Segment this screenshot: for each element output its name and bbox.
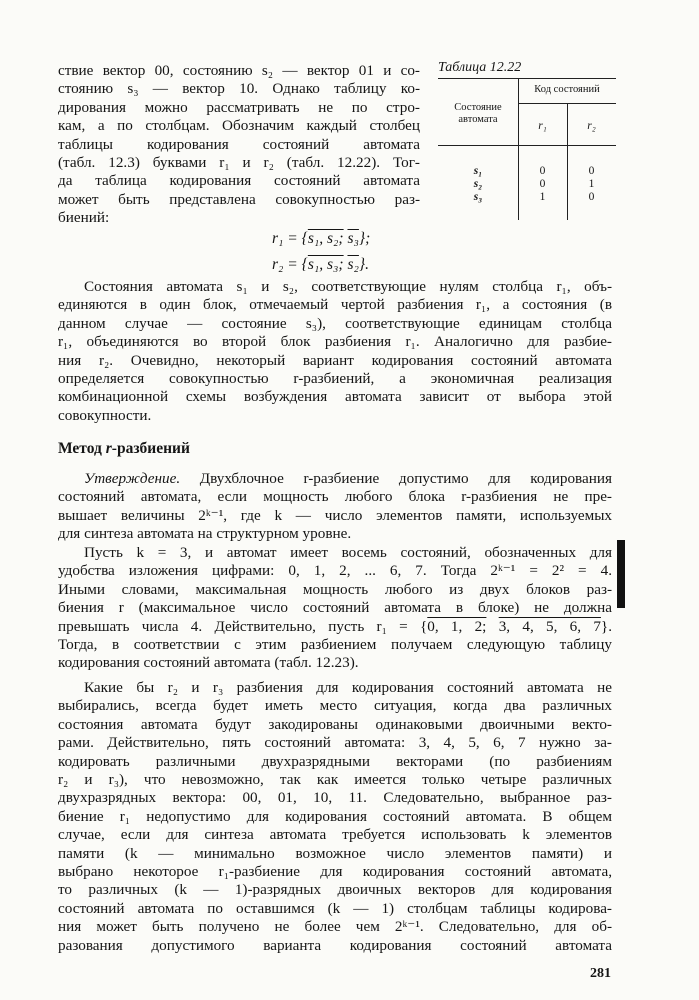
assertion-label: Утверждение. xyxy=(84,470,181,487)
text-line: кодировать различными двухразрядными векторами (по разбиениям xyxy=(58,752,612,770)
code-table xyxy=(438,78,616,220)
table-rule-header-bottom xyxy=(438,145,616,146)
text-line: памяти (k — минимально возможное число элементов памяти) и xyxy=(58,844,612,862)
formula-block: s₂ xyxy=(347,256,359,273)
assertion-paragraph xyxy=(58,470,612,544)
text-line xyxy=(58,470,612,488)
table-col-r2: r₂ xyxy=(587,120,596,132)
formula-block: s₁, s₂; xyxy=(307,230,344,247)
section-heading xyxy=(58,440,190,458)
text-line: то различных (k — 1)-разрядных двоичных векторов для кодирования xyxy=(58,881,612,899)
text-line: удобства изложения цифрами: 0, 1, 2, ... 6, 7. Тогда 2ᵏ⁻¹ = 2² = 4. xyxy=(58,562,612,580)
formula-block: s₁, s₃; xyxy=(307,256,344,273)
formula-end: }. xyxy=(358,256,369,273)
r2r3-paragraph xyxy=(58,679,612,955)
text-line: кодирования состояний автомата (табл. 12.23). xyxy=(58,654,359,672)
text-line: дирования можно рассматривать не по стро- xyxy=(58,98,420,116)
text-line: да таблица кодирования состояний автомата xyxy=(58,172,420,190)
states-paragraph xyxy=(58,278,612,425)
text-line: Тогда, в соответствии с этим разбиением получаем следующую таблицу xyxy=(58,636,612,654)
formula-block: 3, 4, 5, 6, 7 xyxy=(498,617,601,635)
text-line: единяются в один блок, отмечаемый чертой разбиения r₁, а состояния (в xyxy=(58,296,612,314)
page-number: 281 xyxy=(590,966,611,981)
scan-margin-mark xyxy=(617,540,625,608)
text-line: рами. Действительно, пять состояний автомата: 3, 4, 5, 6, 7 нужно за- xyxy=(58,734,612,752)
heading-r: r xyxy=(105,440,112,457)
text-line: таблицы кодирования состояний автомата xyxy=(58,135,420,153)
table-col-r1: r₁ xyxy=(538,120,547,132)
formula-end: }; xyxy=(358,230,371,247)
text-line: разования допустимого варианта кодирования состояний автомата xyxy=(58,936,612,954)
text-line: r₁, объединяются во второй блок разбиения r₁. Аналогично для разбие- xyxy=(58,333,612,351)
text-line: может быть представлена совокупностью раз- xyxy=(58,190,420,208)
text-part: }. xyxy=(600,617,613,635)
text-line: совокупности. xyxy=(58,406,152,424)
text-line: выбрано некоторое r₁-разбиение для кодирования состояний автомата, xyxy=(58,863,612,881)
table-cell: 0 xyxy=(539,165,546,177)
text-line: ствие вектор 00, состоянию s₂ — вектор 01 и со- xyxy=(58,62,420,79)
text-line: определяется совокупностью r-разбиений, а экономичная реализация xyxy=(58,370,612,388)
formula-lhs: r₁ = { xyxy=(272,230,308,247)
text-line xyxy=(58,618,612,636)
text-line: Состояния автомата s₁ и s₂, соответствующие нулям столбца r₁, объ- xyxy=(84,278,612,295)
table-cell-state: s₂ xyxy=(473,178,483,190)
text-line: кам, а по столбцам. Обозначим каждый столбец xyxy=(58,117,420,135)
text-part: превышать числа 4. Действительно, пусть r₁ = { xyxy=(58,617,428,635)
table-header-code: Код состояний xyxy=(534,84,600,95)
text-line: случае, если для синтеза автомата требуется использовать k элементов xyxy=(58,826,612,844)
text-line: стоянию s₃ — вектор 10. Однако таблицу ко- xyxy=(58,80,420,98)
text-line: биение r₁ недопустимо для кодирования состояний автомата. В общем xyxy=(58,807,612,825)
formula-lhs: r₂ = { xyxy=(272,256,308,273)
text-line: комбинационной схемы возбуждения автомата зависит от выбора этой xyxy=(58,388,612,406)
table-cell: 0 xyxy=(588,165,595,177)
text-line: выбирались, всегда будет иметь место ситуация, когда два различных xyxy=(58,697,612,715)
text-line: ния может быть получено не более чем 2ᵏ⁻¹. Следовательно, для об- xyxy=(58,918,612,936)
text-line: состояния автомата будут закодированы одинаковыми двоичными векто- xyxy=(58,715,612,733)
formula-r2 xyxy=(272,256,369,274)
table-rule-top xyxy=(438,78,616,79)
table-caption: Таблица 12.22 xyxy=(438,60,522,75)
assertion-text: Двухблочное r-разбиение допустимо для кодирования xyxy=(180,470,612,487)
text-line: для синтеза автомата на структурном уровне. xyxy=(58,525,352,543)
text-line: Какие бы r₂ и r₃ разбиения для кодирования состояний автомата не xyxy=(84,679,612,696)
table-cell-state: s₁ xyxy=(473,165,483,177)
text-line: r₂ и r₃), что невозможно, так как имеется только четыре различных xyxy=(58,771,612,789)
text-line: ния r₂. Очевидно, некоторый вариант кодирования состояний автомата xyxy=(58,351,612,369)
text-line: состояний автомата по оставшимся (k — 1) столбцам таблицы кодирова- xyxy=(58,899,612,917)
text-line: данном случае — состояние s₃), соответствующие единицам столбца xyxy=(58,314,612,332)
intro-paragraph xyxy=(58,62,420,228)
formula-r1 xyxy=(272,230,370,248)
formula-block: 0, 1, 2; xyxy=(427,617,487,635)
formula-block: s₃ xyxy=(347,230,359,247)
text-line: биений: xyxy=(58,209,110,227)
text-line: вышает величины 2ᵏ⁻¹, где k — число элементов памяти, используемых xyxy=(58,506,612,524)
text-line: (табл. 12.3) буквами r₁ и r₂ (табл. 12.22). Тог- xyxy=(58,154,420,172)
table-cell: 1 xyxy=(588,178,595,190)
text-line: Иными словами, максимальная мощность любого из двух блоков раз- xyxy=(58,580,612,598)
heading-rest: -разбиений xyxy=(111,440,190,457)
table-cell: 1 xyxy=(539,191,546,203)
text-line: биения r (максимальное число состояний автомата в блоке) не должна xyxy=(58,599,612,617)
k3-paragraph xyxy=(58,544,612,673)
table-cell: 0 xyxy=(539,178,546,190)
text-line: состояний автомата, если мощность любого блока r-разбиения не пре- xyxy=(58,488,612,506)
text-line: двухразрядных вектора: 00, 01, 10, 11. Следовательно, выбранное раз- xyxy=(58,789,612,807)
table-cell-state: s₃ xyxy=(473,191,483,203)
text-line: Пусть k = 3, и автомат имеет восемь состояний, обозначенных для xyxy=(84,544,612,561)
table-cell: 0 xyxy=(588,191,595,203)
heading-word: Метод xyxy=(58,440,106,457)
table-header-state: Состояние автомата xyxy=(454,102,502,125)
